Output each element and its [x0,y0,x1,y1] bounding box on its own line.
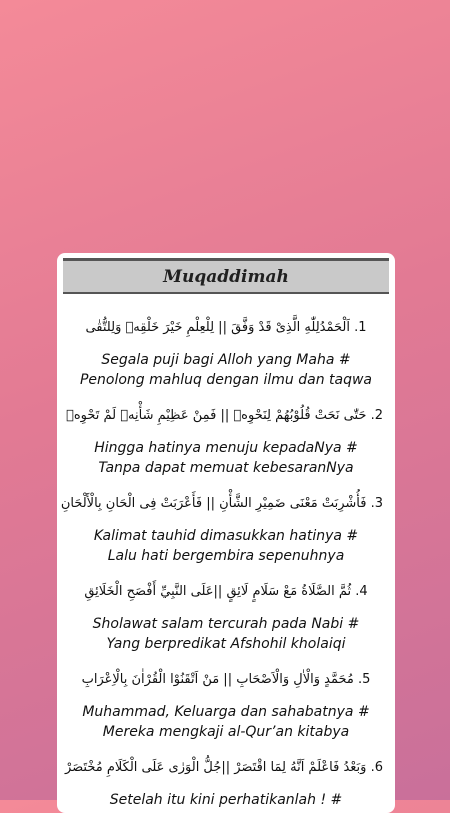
arabic-verse: 1. اَلْحَمْدُلِلّٰهِ الَّذِىْ قَدْ وَفَّقَ || لِلْعِلْمِ خَيْرَ خَلْقِهٖ وَلِلتُّقٰى [85,320,367,335]
arabic-verse: 6. وَبَعْدُ فَاعْلَمْ اَنَّهُ لِمَا اقْتَصَرْ ||جُلُّ الْوَرٰى عَلَى الْكَلَامِ مُخْتَصَرْ [64,760,383,775]
verse-item [69,580,383,654]
verse-list[interactable] [57,294,395,810]
arabic-verse: 2. حَتّٰى نَحَتْ قُلُوْبُهُمْ لِنَحْوِهٖ || فَمِنْ عَظِيْمِ شَأْنِهٖ لَمْ تَحْوِهٖ [66,408,383,423]
page-title: Muqaddimah [163,266,289,287]
header-bar [63,258,389,294]
translation-line-2: Tanpa dapat memuat kebesaranNya [98,460,354,476]
verse-item [69,316,383,390]
verse-item [69,668,383,742]
arabic-verse: 5. مُحَمَّدٍ وَالْاٰلِ وَالْاَصْحَابِ || مَنْ اَتْقَنُوْا الْقُرْاٰنَ بِالْاِعْرَابِ [81,672,371,687]
verse-item [60,492,383,566]
verse-item [64,756,383,810]
content-card [57,253,395,813]
translation-line-1: Hingga hatinya menuju kepadaNya # [94,440,358,456]
translation-line-1: Segala puji bagi Alloh yang Maha # [101,352,351,368]
translation-line-2: Yang berpredikat Afshohil kholaiqi [106,636,346,652]
translation-line-2: Mereka mengkaji al-Qur’an kitabya [102,724,350,740]
translation-line-1: Kalimat tauhid dimasukkan hatinya # [93,528,359,544]
translation-line-2: Lalu hati bergembira sepenuhnya [107,548,345,564]
translation-line-1: Setelah itu kini perhatikanlah ! # [109,792,343,808]
translation-line-1: Muhammad, Keluarga dan sahabatnya # [82,704,370,720]
arabic-verse: 4. ثُمَّ الصَّلَاةُ مَعْ سَلَامٍ لَائِقٍ ||عَلَى النَّبِيِّ أَفْصَحِ الْخَلَائِقِ [84,584,368,599]
arabic-verse: 3. فَأُشْرِبَتْ مَعْنَى ضَمِيْرِ الشَّأْنِ || فَأَعْرَبَتْ فِى الْحَانِ بِالْأَلْحَانِ [60,496,383,511]
translation-line-2: Penolong mahluq dengan ilmu dan taqwa [79,372,373,388]
verse-item [66,404,383,478]
translation-line-1: Sholawat salam tercurah pada Nabi # [92,616,360,632]
